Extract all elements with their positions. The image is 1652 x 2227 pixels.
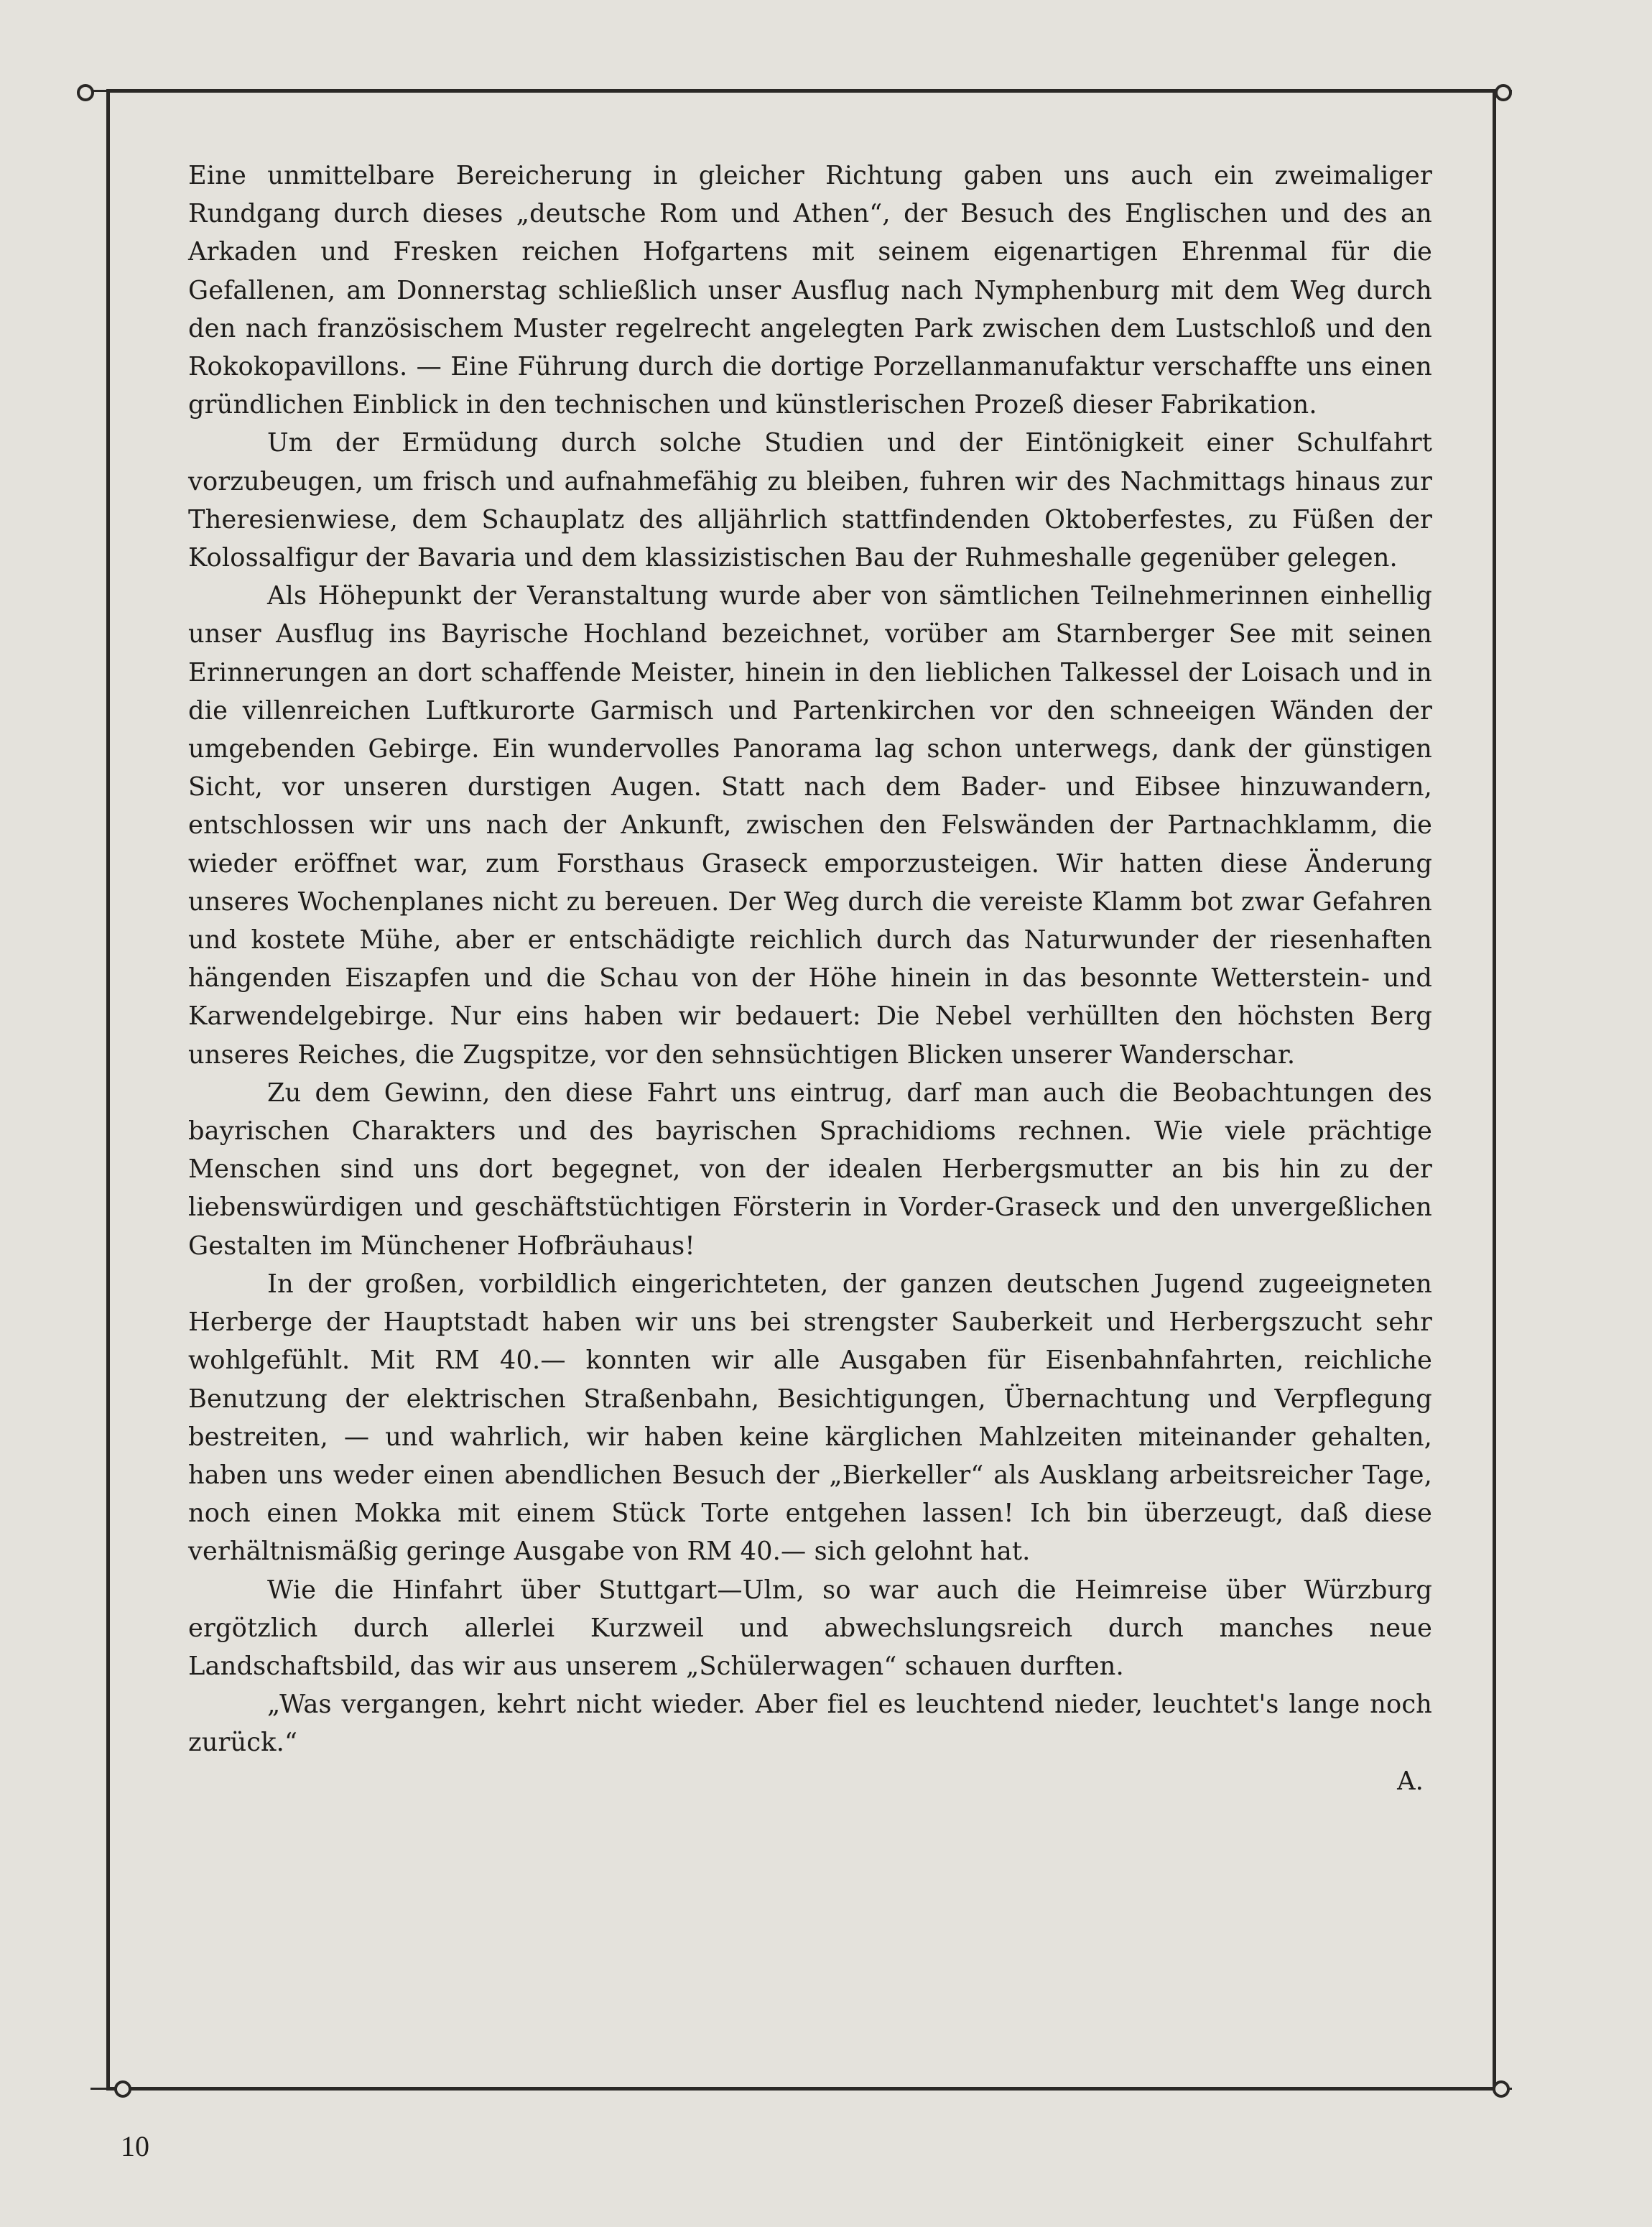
corner-ornament-top-left bbox=[77, 84, 94, 101]
page-number: 10 bbox=[121, 2130, 149, 2162]
signature: A. bbox=[1397, 1766, 1424, 1796]
corner-ornament-top-right bbox=[1495, 84, 1512, 101]
closing-quote-paragraph bbox=[188, 1685, 1432, 1800]
paragraph: Zu dem Gewinn, den diese Fahrt uns eintrug, darf man auch die Beobachtungen des bayrischen Charakters und des bayrischen Sprachidioms rechnen. Wie viele prächtige Menschen sind uns dort begegnet, von der idealen Herbergsmutter an bis hin zu der liebenswürdigen und geschäftstüchtigen Försterin in Vorder-Graseck und den unvergeßlichen Gestalten im Münchener Hofbräuhaus! bbox=[188, 1078, 1432, 1261]
paragraph: Um der Ermüdung durch solche Studien und der Eintönigkeit einer Schulfahrt vorzubeugen, um frisch und aufnahmefähig zu bleiben, fuhren wir des Nachmittags hinaus zur Theresienwiese, dem Schauplatz des alljährlich stattfindenden Oktoberfestes, zu Füßen der Kolossalfigur der Bavaria und dem klassizistischen Bau der Ruhmeshalle gegenüber gelegen. bbox=[188, 428, 1432, 573]
article-body bbox=[188, 157, 1432, 1800]
corner-ornament-bottom-right bbox=[1493, 2080, 1510, 2098]
signature-row bbox=[188, 1762, 1432, 1800]
paragraph: Eine unmittelbare Bereicherung in gleicher Richtung gaben uns auch ein zweimaliger Rundgang durch dieses „deutsche Rom und Athen“, der Besuch des Englischen und des an Arkaden und Fresken reichen Hofgartens mit seinem eigenartigen Ehrenmal für die Gefallenen, am Donnerstag schließlich unser Ausflug nach Nymphenburg mit dem Weg durch den nach französischem Muster regelrecht angelegten Park zwischen dem Lustschloß und den Rokokopavillons. — Eine Führung durch die dortige Porzellanmanufaktur verschaffte uns einen gründlichen Einblick in den technischen und künstlerischen Prozeß dieser Fabrikation. bbox=[188, 161, 1432, 420]
closing-quote: „Was vergangen, kehrt nicht wieder. Aber fiel es leuchtend nieder, leuchtet's lange noch zurück.“ bbox=[188, 1690, 1432, 1758]
bottom-rule bbox=[91, 2088, 1512, 2090]
paragraph: Wie die Hinfahrt über Stuttgart—Ulm, so war auch die Heimreise über Würzburg ergötzlich durch allerlei Kurzweil und abwechslungsreich durch manches neue Landschaftsbild, das wir aus unserem „Schülerwagen“ schauen durften. bbox=[188, 1575, 1432, 1681]
paragraph: In der großen, vorbildlich eingerichteten, der ganzen deutschen Jugend zugeeigneten Herberge der Hauptstadt haben wir uns bei strengster Sauberkeit und Herbergszucht sehr wohlgefühlt. Mit RM 40.— konnten wir alle Ausgaben für Eisenbahnfahrten, reichliche Benutzung der elektrischen Straßenbahn, Besichtigungen, Übernachtung und Verpflegung bestreiten, — und wahrlich, wir haben keine kärglichen Mahlzeiten miteinander gehalten, haben uns weder einen abendlichen Besuch der „Bierkeller“ als Ausklang arbeitsreicher Tage, noch einen Mokka mit einem Stück Torte entgehen lassen! Ich bin überzeugt, daß diese verhältnismäßig geringe Ausgabe von RM 40.— sich gelohnt hat. bbox=[188, 1269, 1432, 1567]
paragraph: Als Höhepunkt der Veranstaltung wurde aber von sämtlichen Teilnehmerinnen einhellig unser Ausflug ins Bayrische Hochland bezeichnet, vorüber am Starnberger See mit seinen Erinnerungen an dort schaffende Meister, hinein in den lieblichen Talkessel der Loisach und in die villenreichen Luftkurorte Garmisch und Partenkirchen vor den schneeigen Wänden der umgebenden Gebirge. Ein wundervolles Panorama lag schon unterwegs, dank der günstigen Sicht, vor unseren durstigen Augen. Statt nach dem Bader- und Eibsee hinzuwandern, entschlossen wir uns nach der Ankunft, zwischen den Felswänden der Partnachklamm, die wieder eröffnet war, zum Forsthaus Graseck emporzusteigen. Wir hatten diese Änderung unseres Wochenplanes nicht zu bereuen. Der Weg durch die vereiste Klamm bot zwar Gefahren und kostete Mühe, aber er entschädigte reichlich durch das Naturwunder der riesenhaften hängenden Eiszapfen und die Schau von der Höhe hinein in das besonnte Wetterstein- und Karwendelgebirge. Nur eins haben wir bedauert: Die Nebel verhüllten den höchsten Berg unseres Reiches, die Zugspitze, vor den sehnsüchtigen Blicken unserer Wanderschar. bbox=[188, 581, 1432, 1070]
corner-ornament-bottom-left bbox=[114, 2080, 131, 2098]
top-rule bbox=[91, 90, 1512, 92]
